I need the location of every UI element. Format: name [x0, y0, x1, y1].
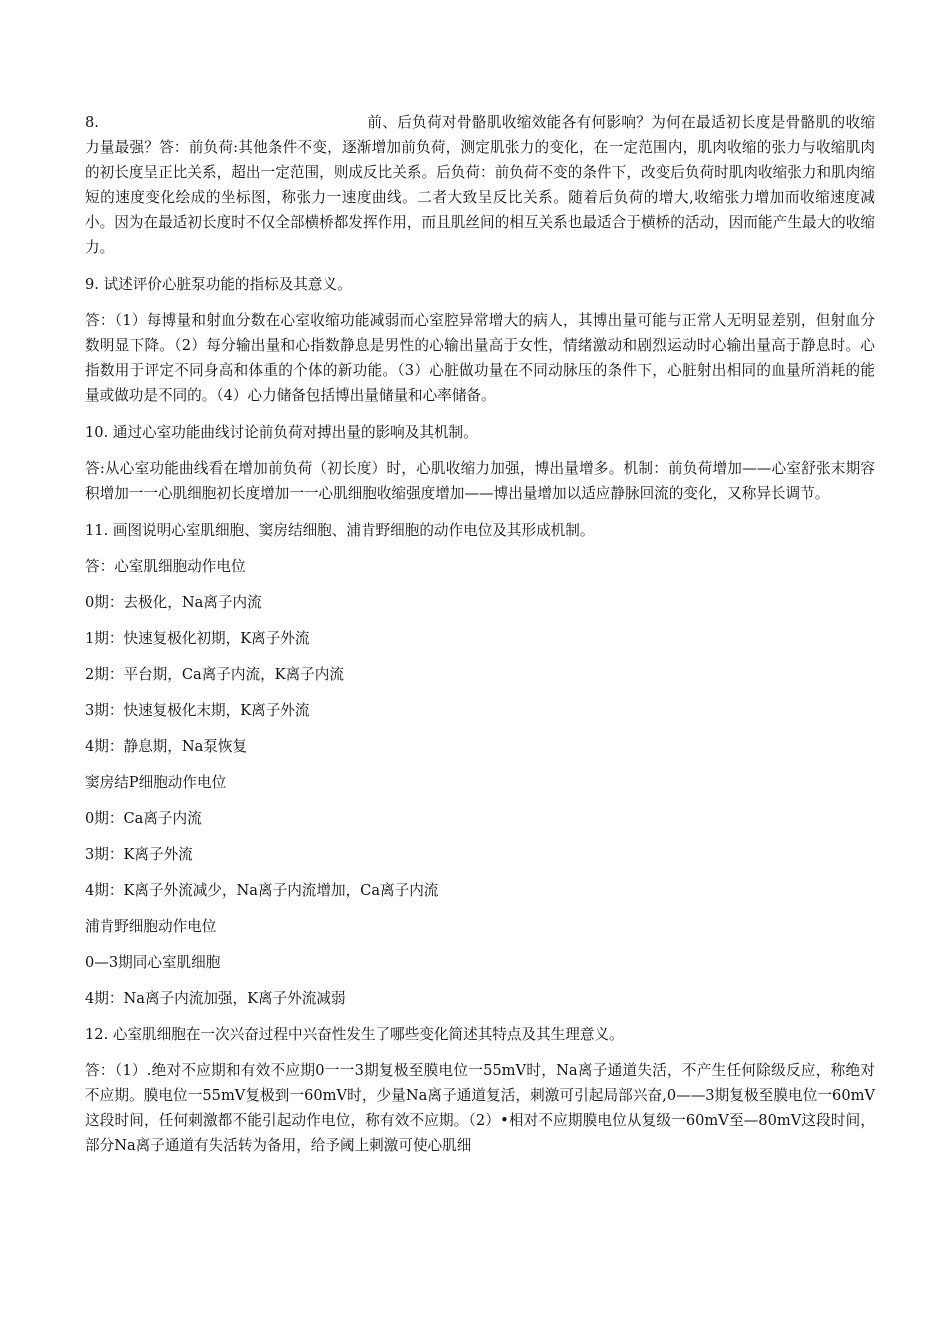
answer-10: 答:从心室功能曲线看在增加前负荷（初长度）时，心肌收缩力加强，博出量增多。机制：前负荷增加——心室舒张末期容积增加一一心肌细胞初长度增加一一心肌细胞收缩强度增加——博出量增加以适应静脉回流的变化，又称异长调节。 [85, 460, 875, 502]
answer-11-line: 窦房结P细胞动作电位 [85, 774, 227, 791]
answer-11-line: 浦肯野细胞动作电位 [85, 918, 217, 935]
question-8 [85, 110, 875, 260]
answer-11-line: 答：心室肌细胞动作电位 [85, 558, 246, 575]
answer-11-line: 0—3期同心室肌细胞 [85, 954, 221, 971]
question-9: 9. 试述评价心脏泵功能的指标及其意义。 [85, 276, 352, 293]
answer-12: 答：（1）.绝对不应期和有效不应期0一一3期复极至膜电位一55mV时，Na离子通道失活，不产生任何除级反应，称绝对不应期。膜电位一55mV复极到一60mV时，少量Na离子通道复活，刺激可引起局部兴奋,0——3期复极至膜电位一60mV这段时间，任何刺激都不能引起动作电位，称有效不应期。（2）•相对不应期膜电位从复级一60mV至—80mV这段时间，部分Na离子通道有失活转为备用，给予阈上刺激可使心肌细 [85, 1062, 875, 1154]
answer-11-line: 2期：平台期，Ca离子内流，K离子内流 [85, 666, 344, 683]
answer-11-line: 0期：去极化，Na离子内流 [85, 594, 262, 611]
answer-11-line: 4期：Na离子内流加强，K离子外流减弱 [85, 990, 346, 1007]
answer-11-line: 1期：快速复极化初期，K离子外流 [85, 630, 310, 647]
answer-11-line: 0期：Ca离子内流 [85, 810, 202, 827]
answer-11-line: 4期：静息期，Na泵恢复 [85, 738, 248, 755]
question-11: 11. 画图说明心室肌细胞、窦房结细胞、浦肯野细胞的动作电位及其形成机制。 [85, 522, 595, 539]
answer-11-line: 4期：K离子外流减少，Na离子内流增加，Ca离子内流 [85, 882, 439, 899]
document-page [85, 110, 875, 1170]
question-12: 12. 心室肌细胞在一次兴奋过程中兴奋性发生了哪些变化简述其特点及其生理意义。 [85, 1026, 624, 1043]
answer-11-line: 3期：快速复极化末期，K离子外流 [85, 702, 310, 719]
answer-11-line: 3期：K离子外流 [85, 846, 193, 863]
question-8-text: 前、后负荷对骨骼肌收缩效能各有何影响？为何在最适初长度是骨骼肌的收缩力量最强？答：前负荷:其他条件不变，逐渐增加前负荷，测定肌张力的变化，在一定范围内，肌肉收缩的张力与收缩肌肉的初长度呈正比关系，超出一定范围，则成反比关系。后负荷：前负荷不变的条件下，改变后负荷时肌肉收缩张力和肌肉缩短的速度变化绘成的坐标图，称张力一速度曲线。二者大致呈反比关系。随着后负荷的增大,收缩张力增加而收缩速度减小。因为在最适初长度时不仅全部横桥都发挥作用，而且肌丝间的相互关系也最适合于横桥的活动，因而能产生最大的收缩力。 [85, 114, 875, 256]
answer-9: 答：（1）每博量和射血分数在心室收缩功能减弱而心室腔异常增大的病人，其博出量可能与正常人无明显差别，但射血分数明显下降。（2）每分输出量和心指数静息是男性的心输出量高于女性，情绪激动和剧烈运动时心输出量高于静息时。心指数用于评定不同身高和体重的个体的新功能。（3）心脏做功量在不同动脉压的条件下，心脏射出相同的血量所消耗的能量或做功是不同的。（4）心力储备包括博出量储量和心率储备。 [85, 312, 875, 404]
question-10: 10. 通过心室功能曲线讨论前负荷对搏出量的影响及其机制。 [85, 424, 478, 441]
question-number: 8. [85, 114, 99, 131]
